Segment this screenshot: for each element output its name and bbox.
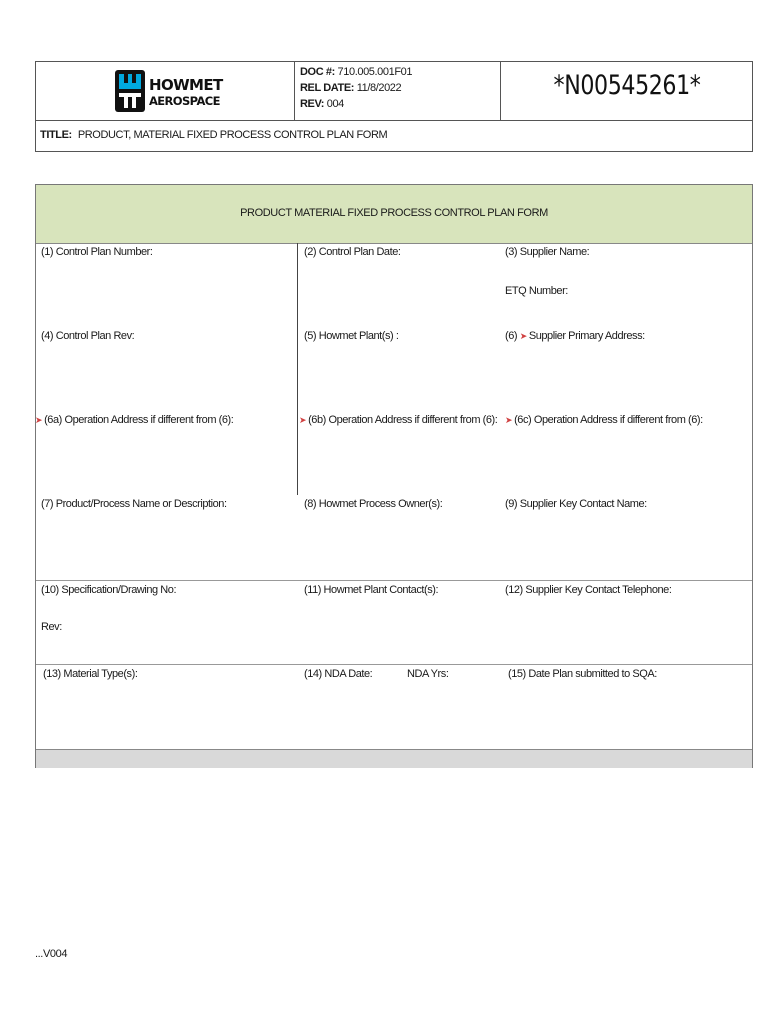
control-plan-rev-field[interactable]: (4) Control Plan Rev:	[41, 330, 135, 342]
header-divider	[500, 62, 501, 120]
version-code: ...V004	[35, 948, 68, 960]
rel-date-label: REL DATE:	[300, 82, 355, 94]
header-divider	[36, 120, 752, 121]
date-submitted-sqa-field[interactable]: (15) Date Plan submitted to SQA:	[508, 668, 657, 680]
control-plan-form	[35, 184, 753, 768]
howmet-logo-icon	[115, 70, 145, 112]
howmet-plant-contact-field[interactable]: (11) Howmet Plant Contact(s):	[304, 584, 439, 596]
company-logo	[115, 70, 223, 112]
howmet-plants-field[interactable]: (5) Howmet Plant(s) :	[304, 330, 399, 342]
row-divider	[36, 664, 752, 665]
doc-info	[300, 64, 412, 112]
document-title	[40, 129, 387, 141]
arrow-icon: ➤	[299, 415, 307, 425]
arrow-icon: ➤	[519, 331, 527, 341]
document-header	[35, 61, 753, 152]
form-heading: PRODUCT MATERIAL FIXED PROCESS CONTROL PLAN FORM	[240, 207, 548, 219]
specification-drawing-field[interactable]: (10) Specification/Drawing No:	[41, 584, 177, 596]
operation-address-6c-field[interactable]	[505, 414, 703, 426]
revision-label: REV:	[300, 98, 325, 110]
arrow-icon: ➤	[505, 415, 513, 425]
title-value: PRODUCT, MATERIAL FIXED PROCESS CONTROL PLAN FORM	[77, 129, 388, 141]
logo-text: AEROSPACE	[149, 94, 220, 108]
operation-address-6a-field[interactable]	[35, 414, 233, 426]
header-divider	[294, 62, 295, 120]
supplier-primary-address-field[interactable]	[505, 330, 645, 342]
supplier-key-contact-telephone-field[interactable]: (12) Supplier Key Contact Telephone:	[505, 584, 672, 596]
logo-text: HOWMET	[149, 76, 223, 94]
specification-rev-field[interactable]: Rev:	[41, 621, 62, 633]
field-label: Supplier Primary Address:	[528, 330, 645, 342]
supplier-key-contact-name-field[interactable]: (9) Supplier Key Contact Name:	[505, 498, 647, 510]
title-label: TITLE:	[40, 129, 72, 141]
doc-number: 710.005.001F01	[337, 66, 413, 78]
rel-date: 11/8/2022	[356, 82, 402, 94]
control-plan-date-field[interactable]: (2) Control Plan Date:	[304, 246, 401, 258]
column-divider	[297, 243, 298, 495]
arrow-icon: ➤	[35, 415, 43, 425]
field-label: (6c) Operation Address if different from (6):	[514, 414, 703, 426]
barcode-number: *N00545261*	[553, 70, 701, 101]
etq-number-field[interactable]: ETQ Number:	[505, 285, 568, 297]
field-label: (6b) Operation Address if different from (6):	[308, 414, 498, 426]
field-label: (6a) Operation Address if different from (6):	[44, 414, 234, 426]
field-number: (6)	[505, 330, 518, 342]
operation-address-6b-field[interactable]	[299, 414, 497, 426]
doc-number-label: DOC #:	[300, 66, 335, 78]
product-process-name-field[interactable]: (7) Product/Process Name or Description:	[41, 498, 227, 510]
howmet-process-owner-field[interactable]: (8) Howmet Process Owner(s):	[304, 498, 443, 510]
nda-date-field[interactable]: (14) NDA Date:	[304, 668, 373, 680]
form-heading-bar	[36, 185, 752, 244]
revision: 004	[326, 98, 344, 110]
form-footer-bar	[36, 749, 752, 768]
row-divider	[36, 580, 752, 581]
control-plan-number-field[interactable]: (1) Control Plan Number:	[41, 246, 153, 258]
nda-years-field[interactable]: NDA Yrs:	[407, 668, 449, 680]
material-type-field[interactable]: (13) Material Type(s):	[43, 668, 138, 680]
supplier-name-field[interactable]: (3) Supplier Name:	[505, 246, 590, 258]
